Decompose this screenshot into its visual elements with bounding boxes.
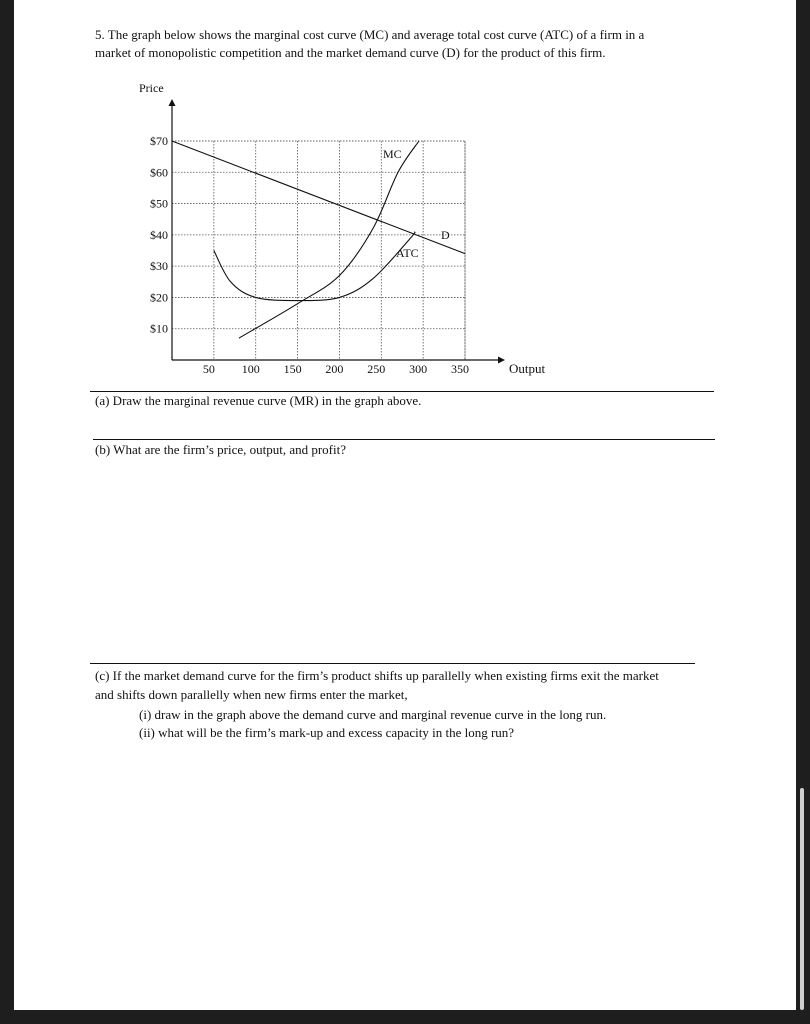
x-axis-arrow: [498, 357, 505, 364]
question-line-1: 5. The graph below shows the marginal cost curve (MC) and average total cost curve (ATC) of a firm in a: [95, 27, 645, 42]
x-tick-label: 300: [409, 362, 428, 376]
part-c-line-1: (c) If the market demand curve for the firm’s product shifts up parallelly when existing firms exit the market: [95, 668, 659, 683]
x-tick-label: 200: [325, 362, 344, 376]
y-tick-label: $30: [150, 259, 168, 274]
cost-demand-chart: [14, 75, 614, 380]
y-axis-arrow: [169, 99, 176, 106]
grid-frame: [172, 141, 465, 360]
series-mc-label: MC: [383, 147, 402, 161]
part-a: (a) Draw the marginal revenue curve (MR) in the graph above.: [95, 393, 422, 408]
part-c-ii: (ii) what will be the firm’s mark-up and excess capacity in the long run?: [139, 725, 515, 740]
y-tick-label: $60: [150, 165, 168, 180]
question-line-2: market of monopolistic competition and the market demand curve (D) for the product of this firm.: [95, 45, 606, 60]
x-tick-label: 100: [241, 362, 260, 376]
divider-b: [93, 439, 715, 440]
series-d-curve: [172, 141, 465, 254]
document-page: [14, 0, 796, 1010]
y-axis-label: Price: [139, 81, 164, 95]
y-tick-label: $50: [150, 196, 168, 211]
series-atc-label: ATC: [396, 246, 419, 260]
series-d-label: D: [441, 228, 450, 242]
x-tick-label: 150: [283, 362, 302, 376]
part-b: (b) What are the firm’s price, output, and profit?: [95, 442, 347, 457]
part-c-i: (i) draw in the graph above the demand curve and marginal revenue curve in the long run.: [139, 707, 607, 722]
scrollbar[interactable]: [800, 788, 804, 1010]
part-c-line-2: and shifts down parallelly when new firms enter the market,: [95, 687, 408, 702]
y-tick-label: $40: [150, 227, 168, 242]
y-tick-label: $10: [150, 321, 168, 336]
series-mc-curve: [239, 141, 419, 338]
y-tick-label: $70: [150, 134, 168, 148]
x-tick-label: 50: [202, 362, 215, 376]
x-tick-label: 350: [451, 362, 469, 376]
y-tick-label: $20: [150, 290, 168, 305]
divider-c: [90, 663, 695, 664]
x-tick-label: 250: [367, 362, 386, 376]
x-axis-label: Output: [509, 361, 546, 376]
